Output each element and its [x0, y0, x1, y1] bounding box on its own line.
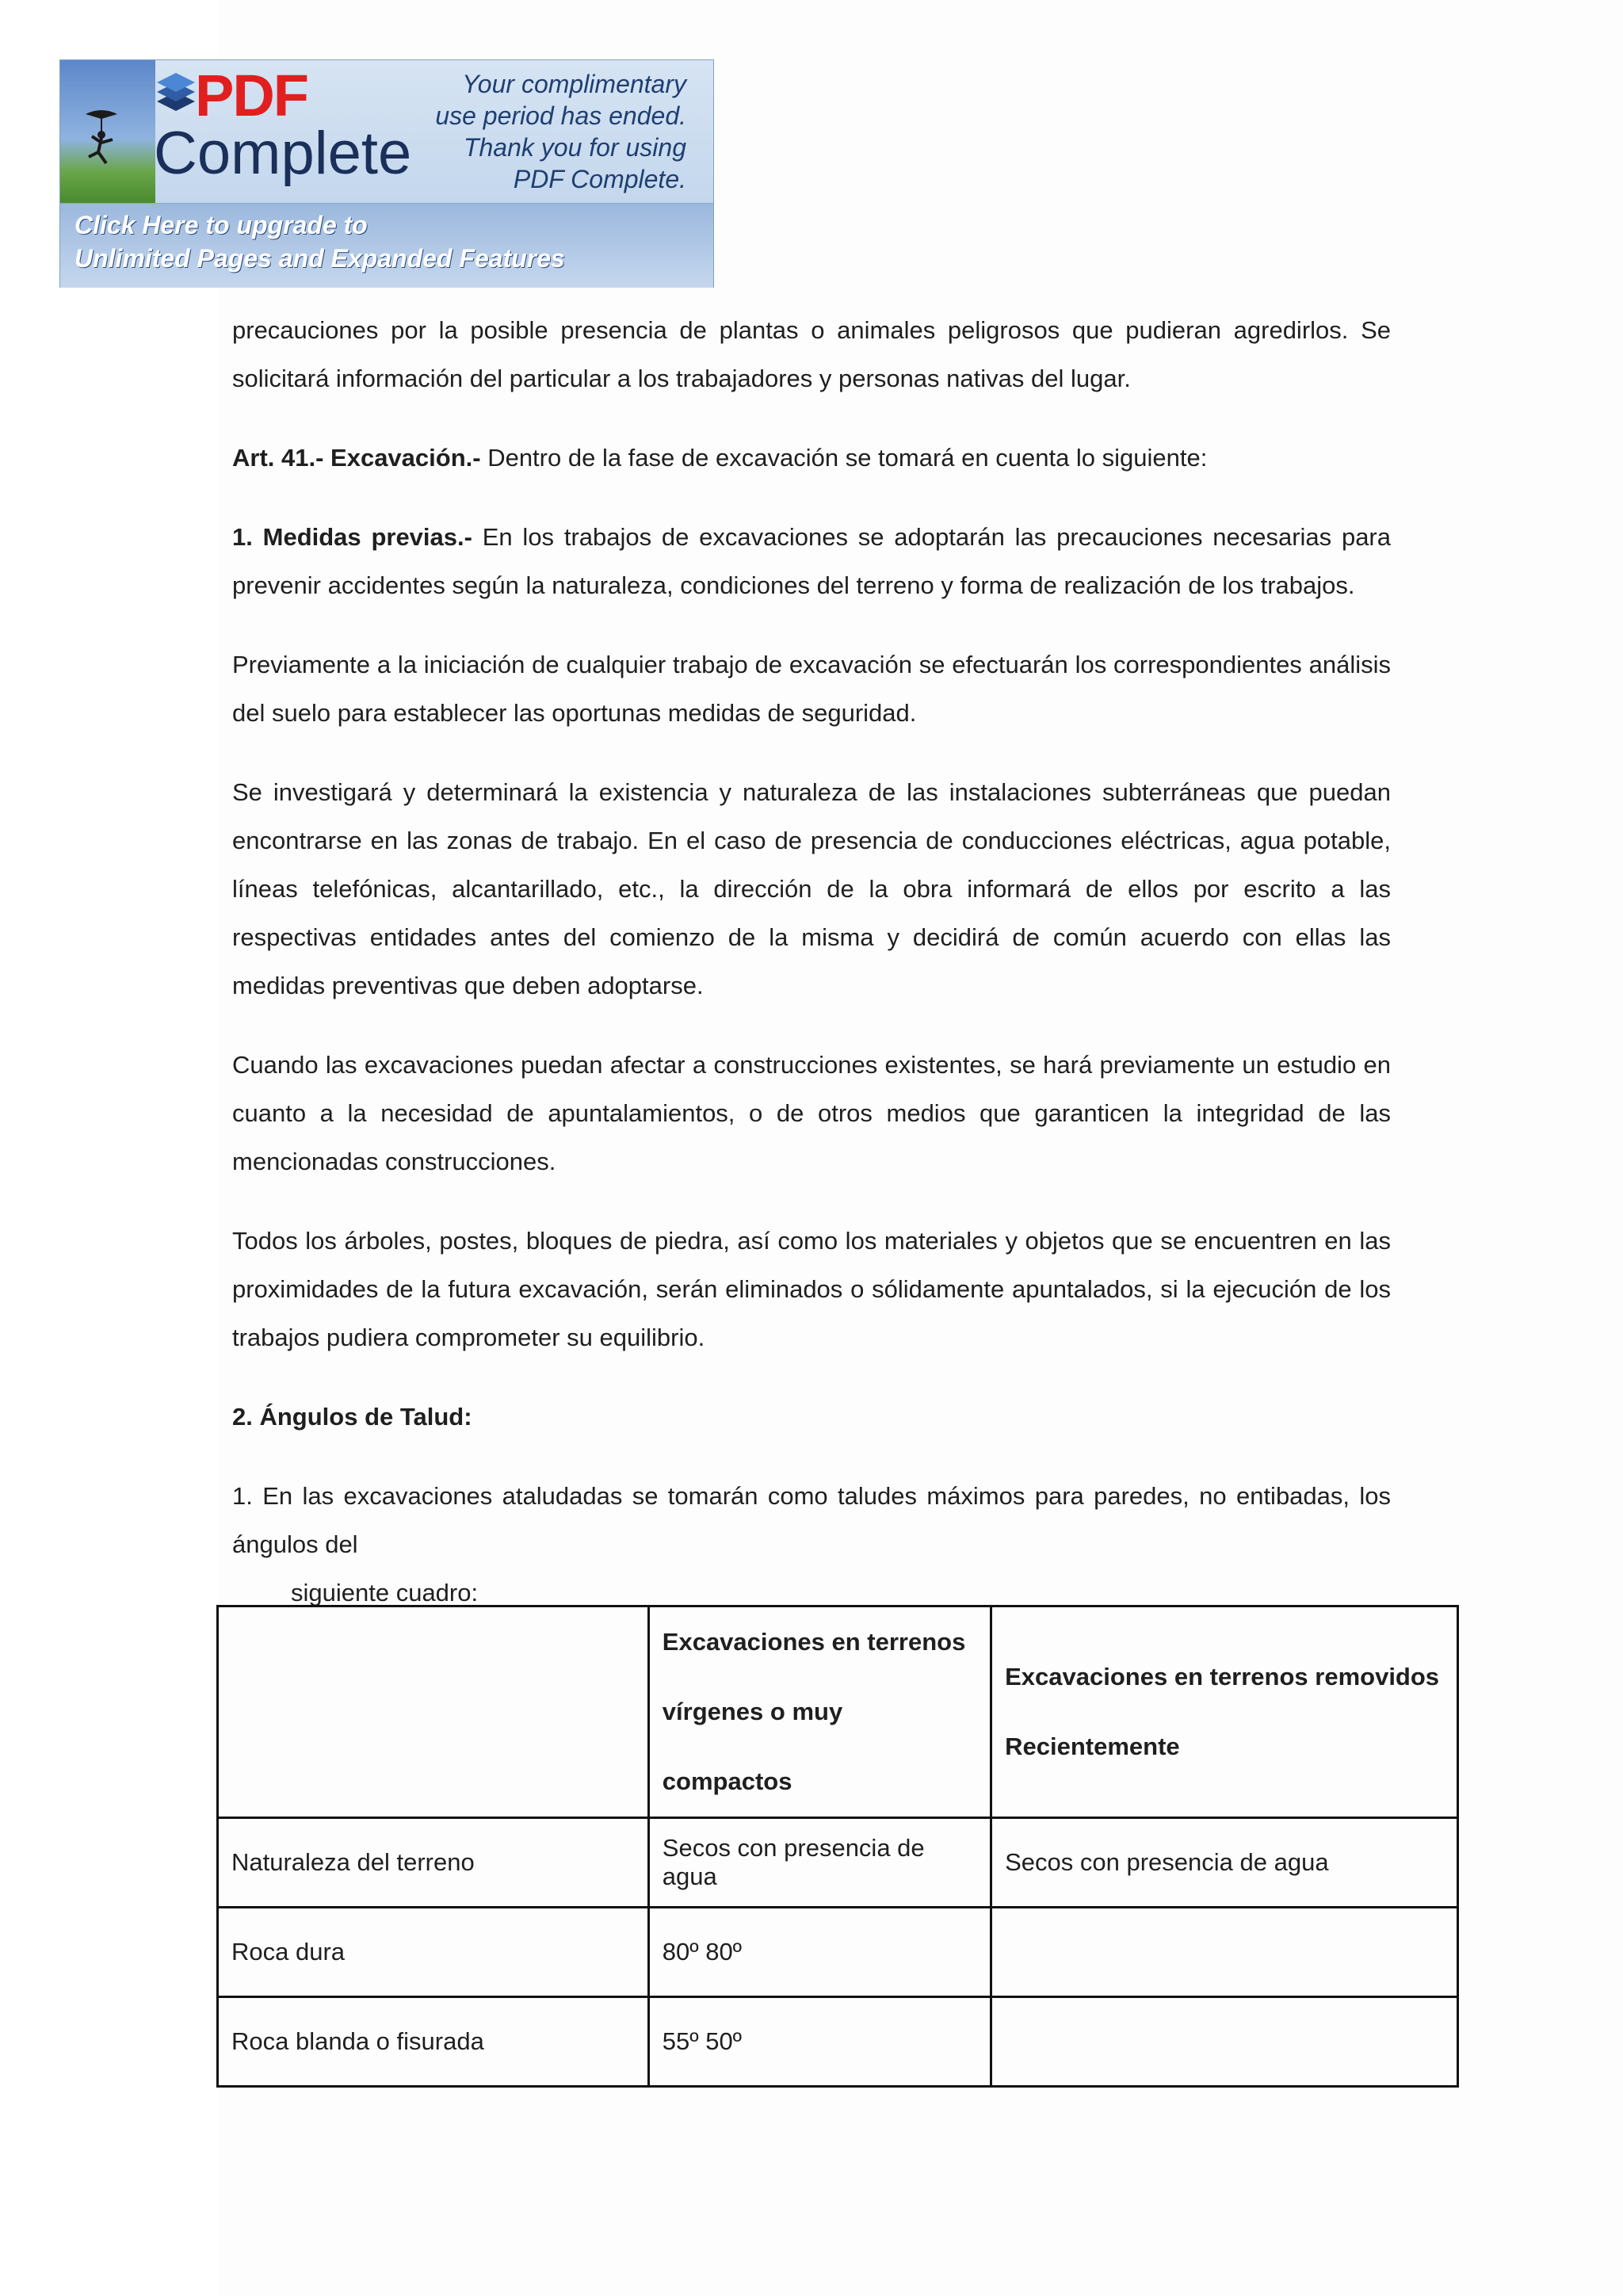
banner-message-line: use period has ended.: [435, 101, 686, 130]
table-cell: Secos con presencia de agua: [648, 1818, 991, 1908]
list-item-text: 1. En las excavaciones ataludadas se tomarán como taludes máximos para paredes, no entibadas, los ángulos del: [232, 1482, 1391, 1558]
banner-message-line: Your complimentary: [462, 70, 686, 98]
jumping-person-icon: [78, 108, 125, 171]
table-cell: Roca dura: [218, 1908, 649, 1997]
talud-angles-table: [216, 1605, 1459, 2088]
upgrade-link-line[interactable]: Unlimited Pages and Expanded Features: [74, 244, 565, 273]
medidas-previas-paragraph: [232, 513, 1391, 609]
table-header-cell: [218, 1606, 649, 1818]
table-cell: [991, 1997, 1458, 2087]
article-41-label: Art. 41.- Excavación.-: [232, 444, 481, 472]
pdf-complete-banner[interactable]: [59, 59, 714, 288]
table-header-cell: Excavaciones en terrenos removidos Recientemente: [991, 1606, 1458, 1818]
paragraph: precauciones por la posible presencia de plantas o animales peligrosos que pudieran agredirlos. Se solicitará información del particular a los trabajadores y personas nativas del lugar.: [232, 316, 1391, 392]
table-row: [218, 1908, 1458, 1997]
upgrade-link-line[interactable]: Click Here to upgrade to: [74, 211, 368, 239]
article-41-text: Dentro de la fase de excavación se tomará en cuenta lo siguiente:: [480, 444, 1208, 472]
layers-logo-icon: [154, 70, 197, 117]
medidas-previas-label: 1. Medidas previas.-: [232, 523, 472, 551]
table-row: [218, 1997, 1458, 2087]
table-cell: Secos con presencia de agua: [991, 1818, 1458, 1908]
table-cell: Naturaleza del terreno: [218, 1818, 649, 1908]
table-cell: [991, 1908, 1458, 1997]
table-header-cell: Excavaciones en terrenos vírgenes o muy compactos: [648, 1606, 991, 1818]
banner-message: [401, 68, 686, 195]
list-item: [232, 1472, 1391, 1617]
logo-complete-text: Complete: [154, 120, 412, 187]
upgrade-link[interactable]: [60, 203, 713, 288]
table-cell: 55º 50º: [648, 1997, 991, 2087]
paragraph: Cuando las excavaciones puedan afectar a construcciones existentes, se hará previamente un estudio en cuanto a la necesidad de apuntalamientos, o de otros medios que garanticen la integridad de las mencionadas construcciones.: [232, 1051, 1391, 1175]
section-heading: 2. Ángulos de Talud:: [232, 1403, 472, 1431]
article-41-paragraph: [232, 434, 1391, 482]
banner-photo: [60, 60, 155, 203]
logo-pdf-text: PDF: [195, 63, 307, 128]
banner-message-line: Thank you for using: [463, 133, 686, 162]
table-header-row: [218, 1606, 1458, 1818]
table-cell: 80º 80º: [648, 1908, 991, 1997]
banner-message-line: PDF Complete.: [513, 165, 686, 193]
paragraph: Todos los árboles, postes, bloques de piedra, así como los materiales y objetos que se encuentren en las proximidades de la futura excavación, serán eliminados o sólidamente apuntalados, si la ejecución de los trabajos pudiera comprometer su equilibrio.: [232, 1227, 1391, 1351]
table-row: [218, 1818, 1458, 1908]
paragraph: Previamente a la iniciación de cualquier trabajo de excavación se efectuarán los correspondientes análisis del suelo para establecer las oportunas medidas de seguridad.: [232, 651, 1391, 727]
document-body: [232, 306, 1391, 1641]
table-cell: Roca blanda o fisurada: [218, 1997, 649, 2087]
medidas-previas-text: En los trabajos de excavaciones se adoptarán las precauciones necesarias para prevenir accidentes según la naturaleza, condiciones del terreno y forma de realización de los trabajos.: [232, 523, 1391, 599]
paragraph: Se investigará y determinará la existencia y naturaleza de las instalaciones subterráneas que puedan encontrarse en las zonas de trabajo. En el caso de presencia de conducciones eléctricas, agua potable, líneas telefónicas, alcantarillado, etc., la dirección de la obra informará de ellos por escrito a las respectivas entidades antes del comienzo de la misma y decidirá de común acuerdo con ellas las medidas preventivas que deben adoptarse.: [232, 778, 1391, 999]
list-item-continuation: siguiente cuadro:: [291, 1579, 479, 1606]
